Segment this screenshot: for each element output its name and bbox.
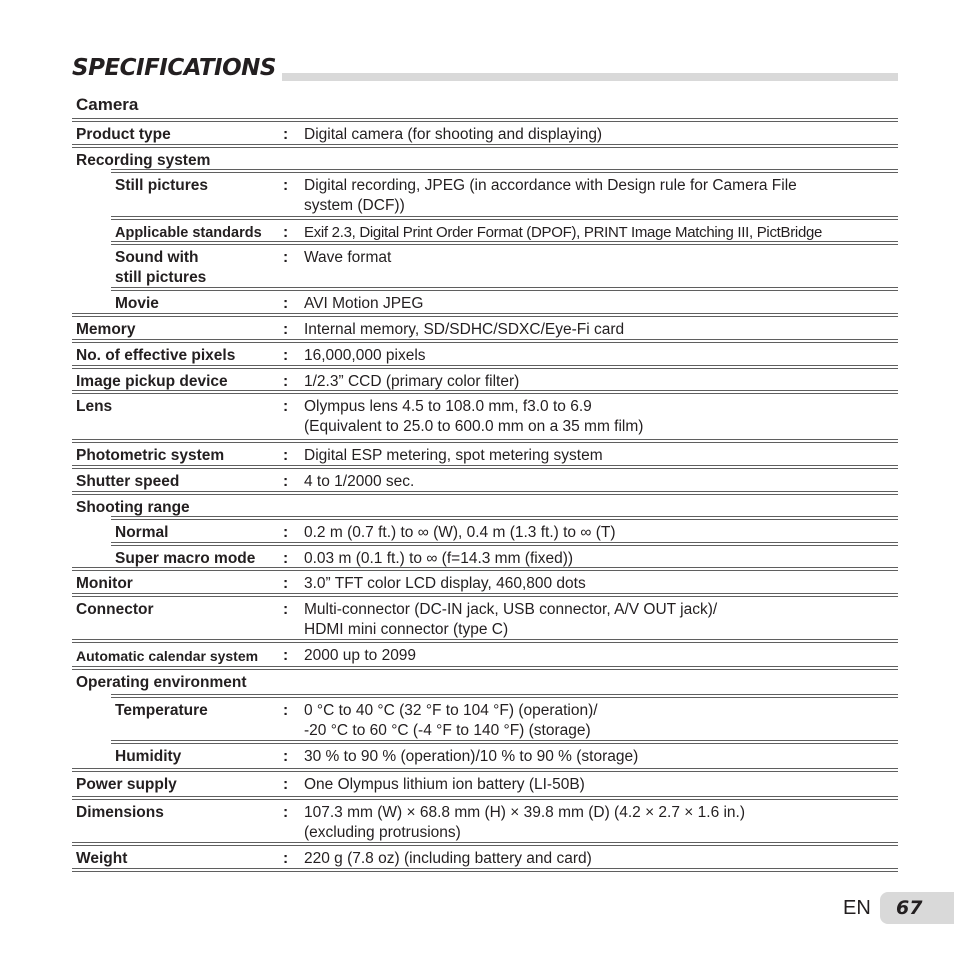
spec-label: Automatic calendar system xyxy=(76,648,259,664)
spec-value: Digital recording, JPEG (in accordance with Design rule for Camera File system (DCF)) xyxy=(304,177,797,214)
section-heading: Camera xyxy=(76,95,139,114)
spec-row-product-type xyxy=(72,118,898,144)
spec-row-shooting-range xyxy=(72,491,898,516)
spec-row-sound-with-still-pictures xyxy=(111,241,898,287)
spec-colon: : xyxy=(283,473,289,490)
spec-label: Operating environment xyxy=(76,674,247,691)
spec-label: Shooting range xyxy=(76,499,190,516)
spec-colon: : xyxy=(283,347,289,364)
spec-row-automatic-calendar-system xyxy=(72,639,898,666)
spec-label: Still pictures xyxy=(115,177,209,194)
spec-label: Product type xyxy=(76,126,171,143)
spec-value: 0 °C to 40 °C (32 °F to 104 °F) (operation)/ -20 °C to 60 °C (-4 °F to 140 °F) (storage) xyxy=(304,702,598,739)
spec-value: 16,000,000 pixels xyxy=(304,347,426,364)
spec-value: 220 g (7.8 oz) (including battery and card) xyxy=(304,850,592,867)
spec-value: Olympus lens 4.5 to 108.0 mm, f3.0 to 6.9 (Equivalent to 25.0 to 600.0 mm on a 35 mm film) xyxy=(304,398,644,435)
spec-value: 1/2.3” CCD (primary color filter) xyxy=(304,373,520,390)
spec-label: Shutter speed xyxy=(76,473,180,490)
spec-label: Normal xyxy=(115,524,169,541)
spec-colon: : xyxy=(283,748,289,765)
spec-value: Digital camera (for shooting and displaying) xyxy=(304,126,603,143)
page-header xyxy=(72,54,898,84)
spec-value: 2000 up to 2099 xyxy=(304,647,417,664)
spec-label: Image pickup device xyxy=(76,373,228,390)
spec-label: Lens xyxy=(76,398,113,415)
spec-row-lens xyxy=(72,390,898,439)
spec-row-power-supply xyxy=(72,768,898,796)
spec-row-temperature xyxy=(111,694,898,740)
spec-value: One Olympus lithium ion battery (LI-50B) xyxy=(304,776,585,793)
spec-row-connector xyxy=(72,593,898,639)
spec-label: Memory xyxy=(76,321,136,338)
spec-value: Wave format xyxy=(304,249,392,266)
spec-label: Movie xyxy=(115,295,159,312)
spec-row-shutter-speed xyxy=(72,465,898,491)
spec-row-humidity xyxy=(111,740,898,768)
spec-table xyxy=(72,118,898,872)
spec-colon: : xyxy=(283,398,289,415)
language-label: EN xyxy=(843,897,871,919)
spec-colon: : xyxy=(283,447,289,464)
spec-colon: : xyxy=(283,373,289,390)
spec-label: Connector xyxy=(76,601,154,618)
spec-value: 0.2 m (0.7 ft.) to ∞ (W), 0.4 m (1.3 ft.) to ∞ (T) xyxy=(304,524,616,541)
spec-row-monitor xyxy=(72,567,898,593)
spec-colon: : xyxy=(283,177,289,194)
spec-colon: : xyxy=(283,295,289,312)
spec-value: Multi-connector (DC-IN jack, USB connector, A/V OUT jack)/ HDMI mini connector (type C) xyxy=(304,601,718,638)
spec-value: 30 % to 90 % (operation)/10 % to 90 % (storage) xyxy=(304,748,639,765)
spec-colon: : xyxy=(283,575,289,592)
spec-label: No. of effective pixels xyxy=(76,347,236,364)
page-title: SPECIFICATIONS xyxy=(72,54,282,82)
spec-value: Internal memory, SD/SDHC/SDXC/Eye-Fi card xyxy=(304,321,625,338)
spec-row-operating-environment xyxy=(72,666,898,694)
spec-colon: : xyxy=(283,647,289,664)
spec-value: 4 to 1/2000 sec. xyxy=(304,473,415,490)
spec-label: Recording system xyxy=(76,152,211,169)
page-number: 67 xyxy=(896,897,923,919)
spec-colon: : xyxy=(283,224,289,241)
spec-row-effective-pixels xyxy=(72,339,898,365)
spec-colon: : xyxy=(283,126,289,143)
spec-value: AVI Motion JPEG xyxy=(304,295,424,312)
spec-colon: : xyxy=(283,524,289,541)
spec-row-memory xyxy=(72,313,898,339)
spec-value: Exif 2.3, Digital Print Order Format (DPOF), PRINT Image Matching III, PictBridge xyxy=(304,224,823,241)
spec-row-weight xyxy=(72,842,898,872)
spec-value: 107.3 mm (W) × 68.8 mm (H) × 39.8 mm (D) (4.2 × 2.7 × 1.6 in.) (excluding protrusions) xyxy=(304,804,746,841)
spec-label: Temperature xyxy=(115,702,208,719)
spec-row-recording-system xyxy=(72,144,898,169)
spec-value: 0.03 m (0.1 ft.) to ∞ (f=14.3 mm (fixed)) xyxy=(304,550,574,567)
spec-row-normal xyxy=(111,516,898,542)
spec-colon: : xyxy=(283,321,289,338)
spec-row-applicable-standards xyxy=(111,216,898,241)
spec-colon: : xyxy=(283,550,289,567)
spec-row-photometric-system xyxy=(72,439,898,465)
spec-label: Sound with still pictures xyxy=(115,249,207,286)
spec-label: Power supply xyxy=(76,776,177,793)
spec-colon: : xyxy=(283,249,289,266)
spec-colon: : xyxy=(283,850,289,867)
spec-row-super-macro-mode xyxy=(111,542,898,567)
spec-row-movie xyxy=(111,287,898,313)
spec-value: Digital ESP metering, spot metering system xyxy=(304,447,603,464)
spec-label: Weight xyxy=(76,850,128,867)
spec-label: Photometric system xyxy=(76,447,225,464)
spec-colon: : xyxy=(283,601,289,618)
spec-row-dimensions xyxy=(72,796,898,842)
spec-label: Dimensions xyxy=(76,804,164,821)
spec-value: 3.0” TFT color LCD display, 460,800 dots xyxy=(304,575,586,592)
spec-row-still-pictures xyxy=(111,169,898,216)
spec-label: Applicable standards xyxy=(115,225,262,241)
spec-colon: : xyxy=(283,702,289,719)
spec-row-image-pickup-device xyxy=(72,365,898,390)
spec-colon: : xyxy=(283,804,289,821)
spec-label: Monitor xyxy=(76,575,133,592)
spec-label: Humidity xyxy=(115,748,182,765)
spec-label: Super macro mode xyxy=(115,550,256,567)
spec-colon: : xyxy=(283,776,289,793)
